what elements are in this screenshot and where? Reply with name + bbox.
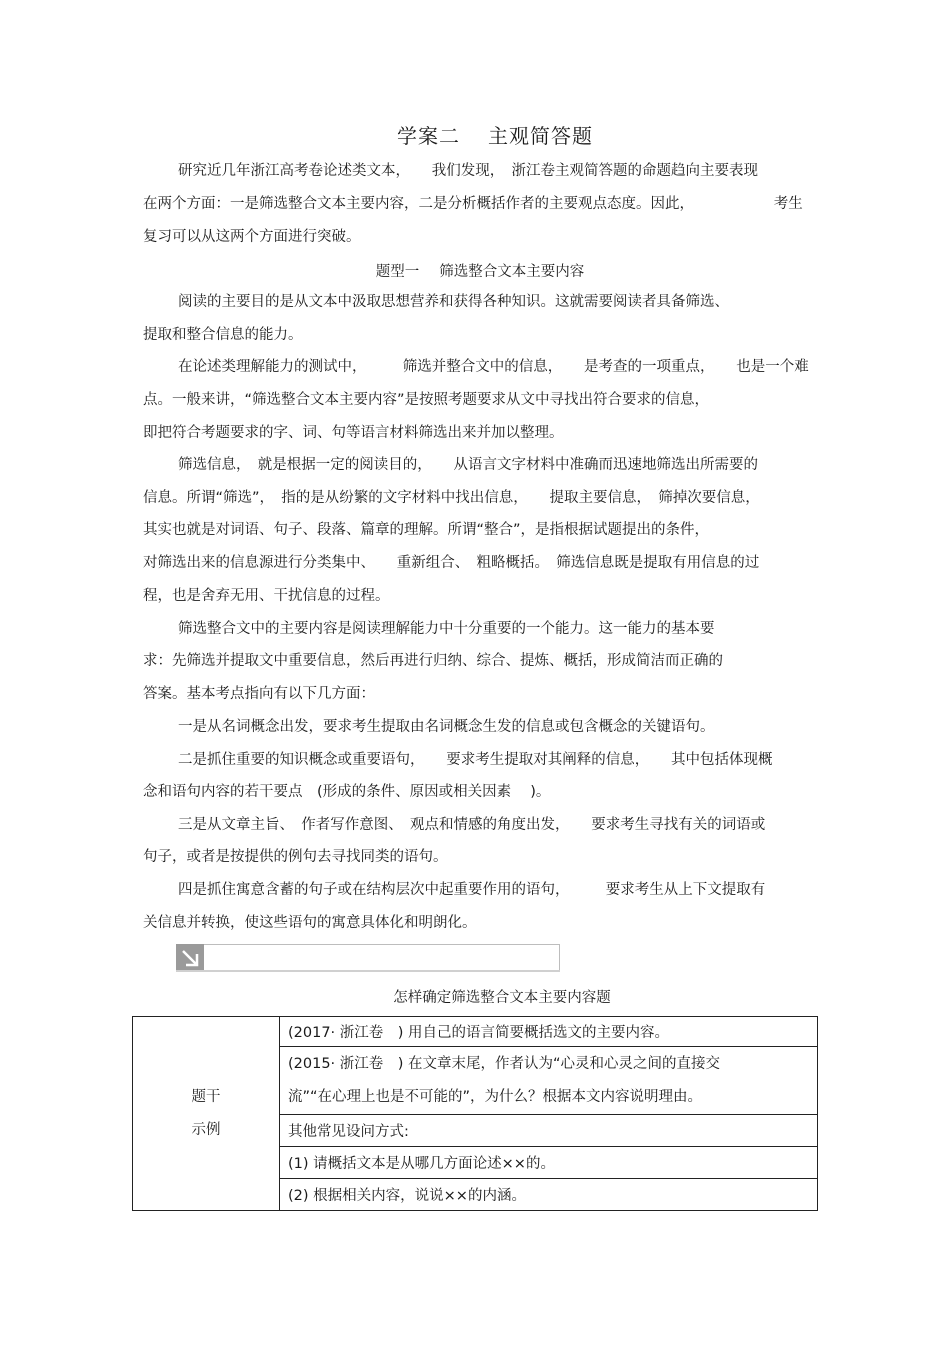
paragraph-line: 程，也是舍弃无用、干扰信息的过程。 [143, 588, 390, 604]
title-part-2: 主观简答题 [488, 124, 593, 148]
intro-line-1: 研究近几年浙江高考卷论述类文本， 我们发现， 浙江卷主观简答题的命题趋向主要表现 [178, 163, 758, 179]
row-header-label-1: 题干 [191, 1088, 221, 1105]
row-header-label-2: 示例 [191, 1121, 221, 1138]
paragraph-line: 点。一般来讲，“筛选整合文本主要内容”是按照考题要求从文中寻找出符合要求的信息， [143, 392, 710, 408]
paragraph-line: 念和语句内容的若干要点 (形成的条件、原因或相关因素 )。 [143, 784, 551, 800]
table-cell: (1) 请概括文本是从哪几方面论述××的。 [280, 1147, 818, 1179]
section-heading [0, 260, 950, 281]
arrow-down-right-icon [176, 944, 204, 972]
paragraph-line: 四是抓住寓意含蓄的句子或在结构层次中起重要作用的语句， 要求考生从上下文提取有 [178, 882, 766, 898]
table-caption: 怎样确定筛选整合文本主要内容题 [393, 990, 611, 1006]
intro-line-2: 在两个方面：一是筛选整合文本主要内容，二是分析概括作者的主要观点态度。因此， 考生 [143, 196, 803, 212]
paragraph-line: 筛选整合文中的主要内容是阅读理解能力中十分重要的一个能力。这一能力的基本要 [178, 621, 715, 637]
paragraph-line: 阅读的主要目的是从文本中汲取思想营养和获得各种知识。这就需要阅读者具备筛选、 [178, 294, 729, 310]
section-label: 题型一 [375, 264, 420, 280]
table-cell: (2017· 浙江卷 ) 用自己的语言简要概括选文的主要内容。 [280, 1017, 818, 1047]
header-bar [204, 944, 560, 972]
paragraph-line: 二是抓住重要的知识概念或重要语句， 要求考生提取对其阐释的信息， 其中包括体现概 [178, 752, 773, 768]
page-title [0, 120, 950, 149]
paragraph-line: 对筛选出来的信息源进行分类集中、 重新组合、 粗略概括。 筛选信息既是提取有用信息的过 [143, 555, 760, 571]
paragraph-line: 句子，或者是按提供的例句去寻找同类的语句。 [143, 849, 448, 865]
table-row [133, 1017, 818, 1047]
paragraph-line: 在论述类理解能力的测试中， 筛选并整合文中的信息， 是考查的一项重点， 也是一个难 [178, 359, 809, 375]
paragraph-line: 关信息并转换，使这些语句的寓意具体化和明朗化。 [143, 915, 477, 931]
paragraph-line: 其实也就是对词语、句子、段落、篇章的理解。所谓“整合”，是指根据试题提出的条件， [143, 522, 710, 538]
paragraph-line: 即把符合考题要求的字、词、句等语言材料筛选出来并加以整理。 [143, 425, 564, 441]
table-cell: 其他常见设问方式: [280, 1115, 818, 1147]
section-name: 筛选整合文本主要内容 [439, 264, 585, 280]
paragraph-line: 答案。基本考点指向有以下几方面： [143, 686, 375, 702]
row-header-cell [133, 1017, 280, 1211]
paragraph-line: 三是从文章主旨、 作者写作意图、 观点和情感的角度出发， 要求考生寻找有关的词语或 [178, 817, 766, 833]
example-table [132, 1016, 818, 1211]
table-cell [280, 1047, 818, 1115]
paragraph-line: 一是从名词概念出发，要求考生提取由名词概念生发的信息或包含概念的关键语句。 [178, 719, 715, 735]
paragraph-line: 信息。所谓“筛选”， 指的是从纷繁的文字材料中找出信息， 提取主要信息， 筛掉次要信息， [143, 490, 760, 506]
intro-line-3: 复习可以从这两个方面进行突破。 [143, 229, 361, 245]
divider [176, 970, 560, 972]
paragraph-line: 求：先筛选并提取文中重要信息，然后再进行归纳、综合、提炼、概括，形成简洁而正确的 [143, 653, 723, 669]
paragraph-line: 提取和整合信息的能力。 [143, 327, 303, 343]
cell-line: (2015· 浙江卷 ) 在文章末尾，作者认为“心灵和心灵之间的直接交 [288, 1055, 721, 1072]
table-cell: (2) 根据相关内容，说说××的内涵。 [280, 1179, 818, 1211]
cell-line: 流”“在心理上也是不可能的”，为什么？根据本文内容说明理由。 [288, 1088, 703, 1105]
paragraph-line: 筛选信息， 就是根据一定的阅读目的， 从语言文字材料中准确而迅速地筛选出所需要的 [178, 457, 758, 473]
title-part-1: 学案二 [397, 124, 460, 148]
